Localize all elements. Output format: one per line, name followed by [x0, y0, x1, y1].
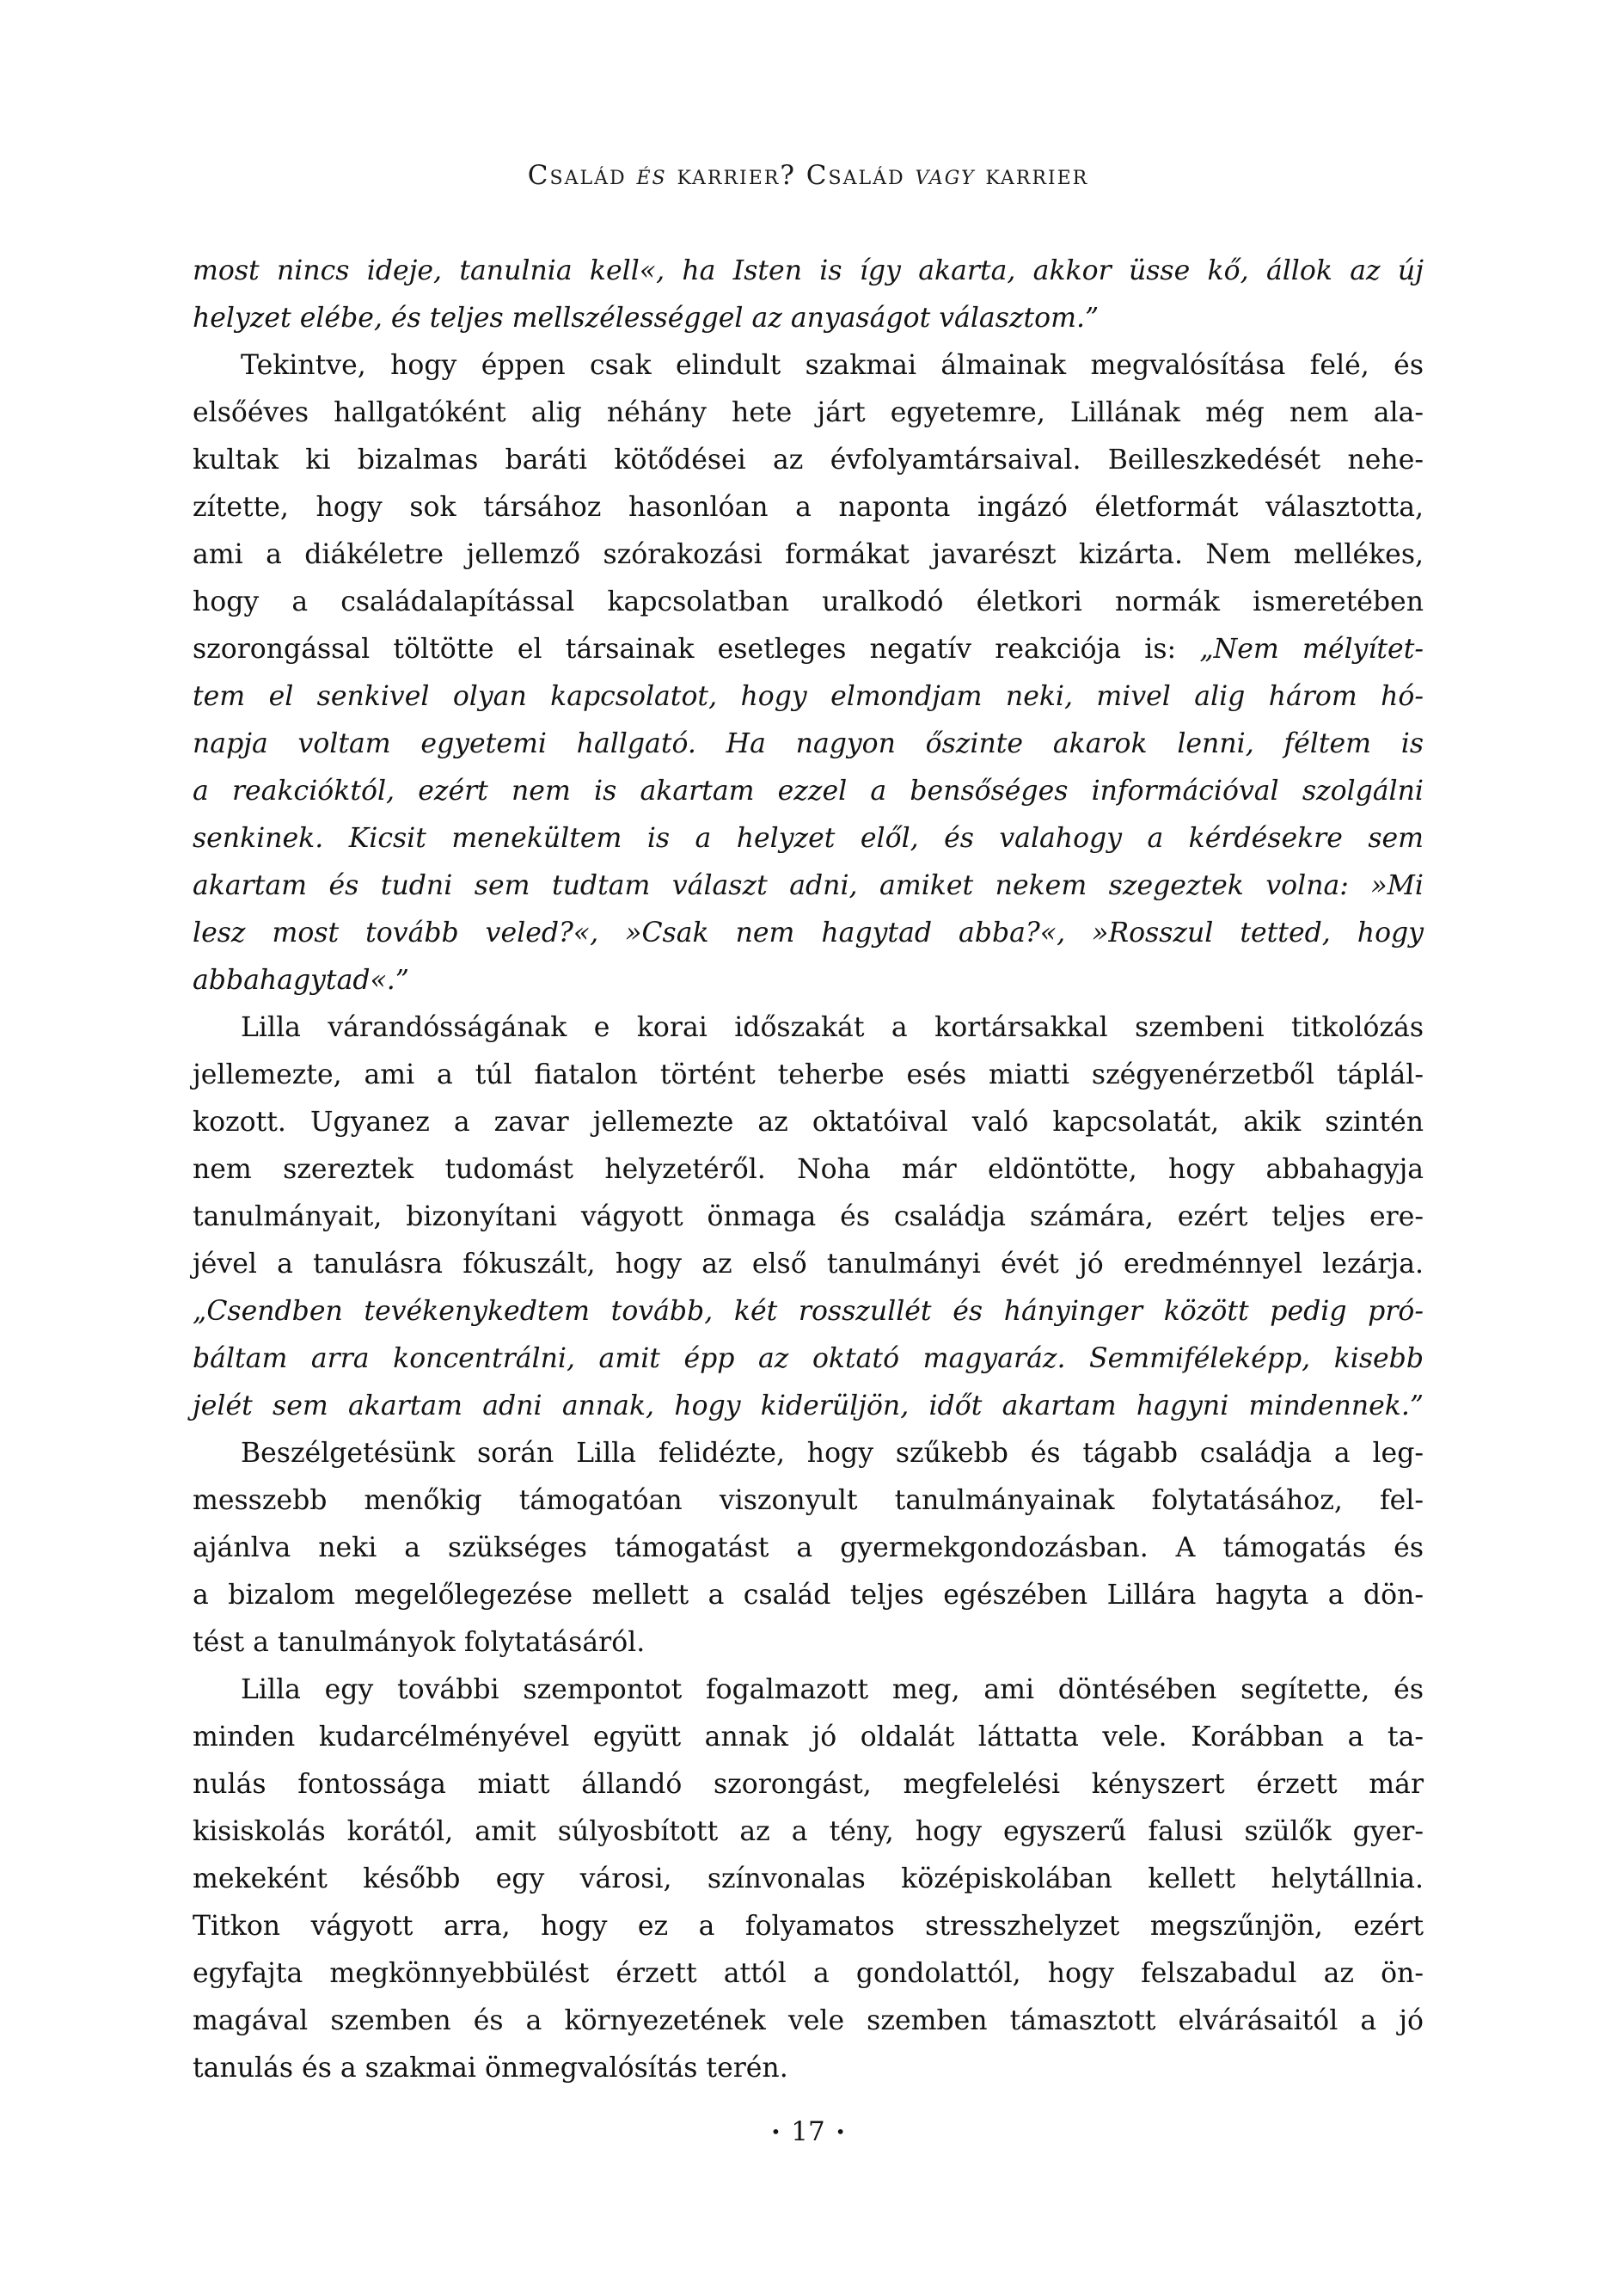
text-line: [193, 1194, 1424, 1241]
text-line: [193, 484, 1424, 531]
italic-text-run: és: [636, 160, 667, 191]
text-line: [193, 1714, 1424, 1761]
text-line: [193, 1619, 1424, 1667]
italic-text-run: senkinek. Kicsit menekültem is a helyzet elől, és valahogy a kérdésekre sem: [193, 823, 1424, 854]
italic-text-run: most nincs ideje, tanulnia kell«, ha Isten is így akarta, akkor üsse kő, állok az új: [193, 255, 1424, 286]
text-line: [193, 1525, 1424, 1572]
text-line: [193, 1099, 1424, 1146]
text-line: [193, 2045, 1424, 2092]
text-run: ajánlva neki a szükséges támogatást a gyermekgondozásban. A támogatás és: [193, 1532, 1424, 1563]
footer-ornament-left: •: [770, 2121, 781, 2142]
text-line: [193, 1383, 1424, 1430]
text-line: [193, 1430, 1424, 1477]
text-line: [193, 626, 1424, 673]
text-run: magával szemben és a környezetének vele szemben támasztott elvárásaitól a jó: [193, 2005, 1424, 2036]
text-line: [193, 579, 1424, 626]
text-line: [193, 1477, 1424, 1525]
text-line: [193, 342, 1424, 390]
text-line: [193, 1808, 1424, 1856]
text-line: [193, 1146, 1424, 1194]
text-run: a bizalom megelőlegezése mellett a család teljes egészében Lillára hagyta a dön-: [193, 1580, 1424, 1611]
italic-text-run: helyzet elébe, és teljes mellszélességgel az anyaságot választom.”: [193, 303, 1100, 334]
page-footer: [193, 2109, 1424, 2156]
text-run: ami a diákéletre jellemző szórakozási formákat javarészt kizárta. Nem mellékes,: [193, 539, 1424, 570]
text-run: tanulás és a szakmai önmegvalósítás terén.: [193, 2053, 788, 2084]
text-run: Titkon vágyott arra, hogy ez a folyamatos stresszhelyzet megszűnjön, ezért: [193, 1911, 1424, 1942]
text-run: szorongással töltötte el társainak esetleges negatív reakciója is:: [193, 634, 1200, 665]
italic-text-run: jelét sem akartam adni annak, hogy kiderüljön, időt akartam hagyni mindennek.”: [193, 1390, 1424, 1421]
text-run: minden kudarcélményével együtt annak jó oldalát láttatta vele. Korábban a ta-: [193, 1722, 1424, 1753]
text-run: Család: [527, 160, 637, 191]
text-run: jével a tanulásra fókuszált, hogy az első tanulmányi évét jó eredménnyel lezárja.: [193, 1249, 1424, 1280]
text-run: kultak ki bizalmas baráti kötődései az évfolyamtársaival. Beilleszkedését nehe-: [193, 445, 1424, 476]
italic-text-run: akartam és tudni sem tudtam választ adni, amiket nekem szegeztek volna: »Mi: [193, 870, 1424, 901]
text-line: [193, 1052, 1424, 1099]
footer-ornament-right: •: [835, 2121, 846, 2142]
text-run: kozott. Ugyanez a zavar jellemezte az oktatóival való kapcsolatát, akik szintén: [193, 1107, 1424, 1138]
text-run: karrier? Család: [666, 160, 916, 191]
italic-text-run: „Csendben tevékenykedtem tovább, két rosszullét és hányinger között pedig pró-: [193, 1296, 1424, 1327]
text-line: [193, 721, 1424, 768]
text-run: tést a tanulmányok folytatásáról.: [193, 1627, 646, 1658]
text-line: [193, 1241, 1424, 1288]
italic-text-run: báltam arra koncentrálni, amit épp az oktató magyaráz. Semmiféleképp, kisebb: [193, 1343, 1424, 1374]
text-line: [193, 295, 1424, 342]
italic-text-run: tem el senkivel olyan kapcsolatot, hogy elmondjam neki, mivel alig három hó-: [193, 681, 1424, 712]
text-run: nulás fontossága miatt állandó szorongást, megfelelési kényszert érzett már: [193, 1769, 1424, 1800]
italic-text-run: napja voltam egyetemi hallgató. Ha nagyon őszinte akarok lenni, féltem is: [193, 728, 1424, 759]
text-line: [193, 390, 1424, 437]
text-run: Lilla egy további szempontot fogalmazott meg, ami döntésében segítette, és: [241, 1674, 1424, 1705]
text-line: [193, 437, 1424, 484]
italic-text-run: abbahagytad«.”: [193, 965, 409, 996]
text-run: karrier: [975, 160, 1089, 191]
text-line: [193, 863, 1424, 910]
italic-text-run: „Nem mélyítet-: [1199, 634, 1424, 665]
text-line: [193, 673, 1424, 721]
running-header: [193, 160, 1424, 191]
text-line: [193, 815, 1424, 863]
text-line: [193, 957, 1424, 1004]
text-run: Tekintve, hogy éppen csak elindult szakmai álmainak megvalósítása felé, és: [241, 350, 1424, 381]
text-run: nem szereztek tudomást helyzetéről. Noha már eldöntötte, hogy abbahagyja: [193, 1154, 1424, 1185]
text-run: hogy a családalapítással kapcsolatban uralkodó életkori normák ismeretében: [193, 586, 1424, 617]
text-run: Beszélgetésünk során Lilla felidézte, hogy szűkebb és tágabb családja a leg-: [241, 1438, 1424, 1469]
text-line: [193, 768, 1424, 815]
text-run: elsőéves hallgatóként alig néhány hete járt egyetemre, Lillának még nem ala-: [193, 397, 1424, 428]
text-line: [193, 1950, 1424, 1998]
text-run: messzebb menőkig támogatóan viszonyult tanulmányainak folytatásához, fel-: [193, 1485, 1424, 1516]
text-line: [193, 1856, 1424, 1903]
italic-text-run: lesz most tovább veled?«, »Csak nem hagytad abba?«, »Rosszul tetted, hogy: [193, 918, 1424, 948]
text-run: Lilla várandósságának e korai időszakát a kortársakkal szembeni titkolózás: [241, 1012, 1424, 1043]
text-run: egyfajta megkönnyebbülést érzett attól a gondolattól, hogy felszabadul az ön-: [193, 1958, 1424, 1989]
text-line: [193, 1903, 1424, 1950]
text-run: mekeként később egy városi, színvonalas középiskolában kellett helytállnia.: [193, 1863, 1424, 1894]
text-line: [193, 1004, 1424, 1052]
text-line: [193, 1761, 1424, 1808]
text-line: [193, 1572, 1424, 1619]
text-line: [193, 1998, 1424, 2045]
text-line: [193, 1667, 1424, 1714]
text-run: kisiskolás korától, amit súlyosbított az a tény, hogy egyszerű falusi szülők gyer-: [193, 1816, 1424, 1847]
italic-text-run: a reakcióktól, ezért nem is akartam ezzel a bensőséges információval szolgálni: [193, 776, 1424, 807]
text-line: [193, 248, 1424, 295]
page-number: 17: [791, 2116, 825, 2147]
italic-text-run: vagy: [915, 160, 976, 191]
text-line: [193, 1335, 1424, 1383]
body-text: [193, 248, 1424, 2092]
text-run: zítette, hogy sok társához hasonlóan a naponta ingázó életformát választotta,: [193, 492, 1424, 523]
text-line: [193, 1288, 1424, 1335]
text-run: tanulmányait, bizonyítani vágyott önmaga és családja számára, ezért teljes ere-: [193, 1201, 1424, 1232]
text-line: [193, 910, 1424, 957]
text-run: jellemezte, ami a túl fiatalon történt teherbe esés miatti szégyenérzetből táplál-: [193, 1059, 1424, 1090]
text-line: [193, 531, 1424, 579]
